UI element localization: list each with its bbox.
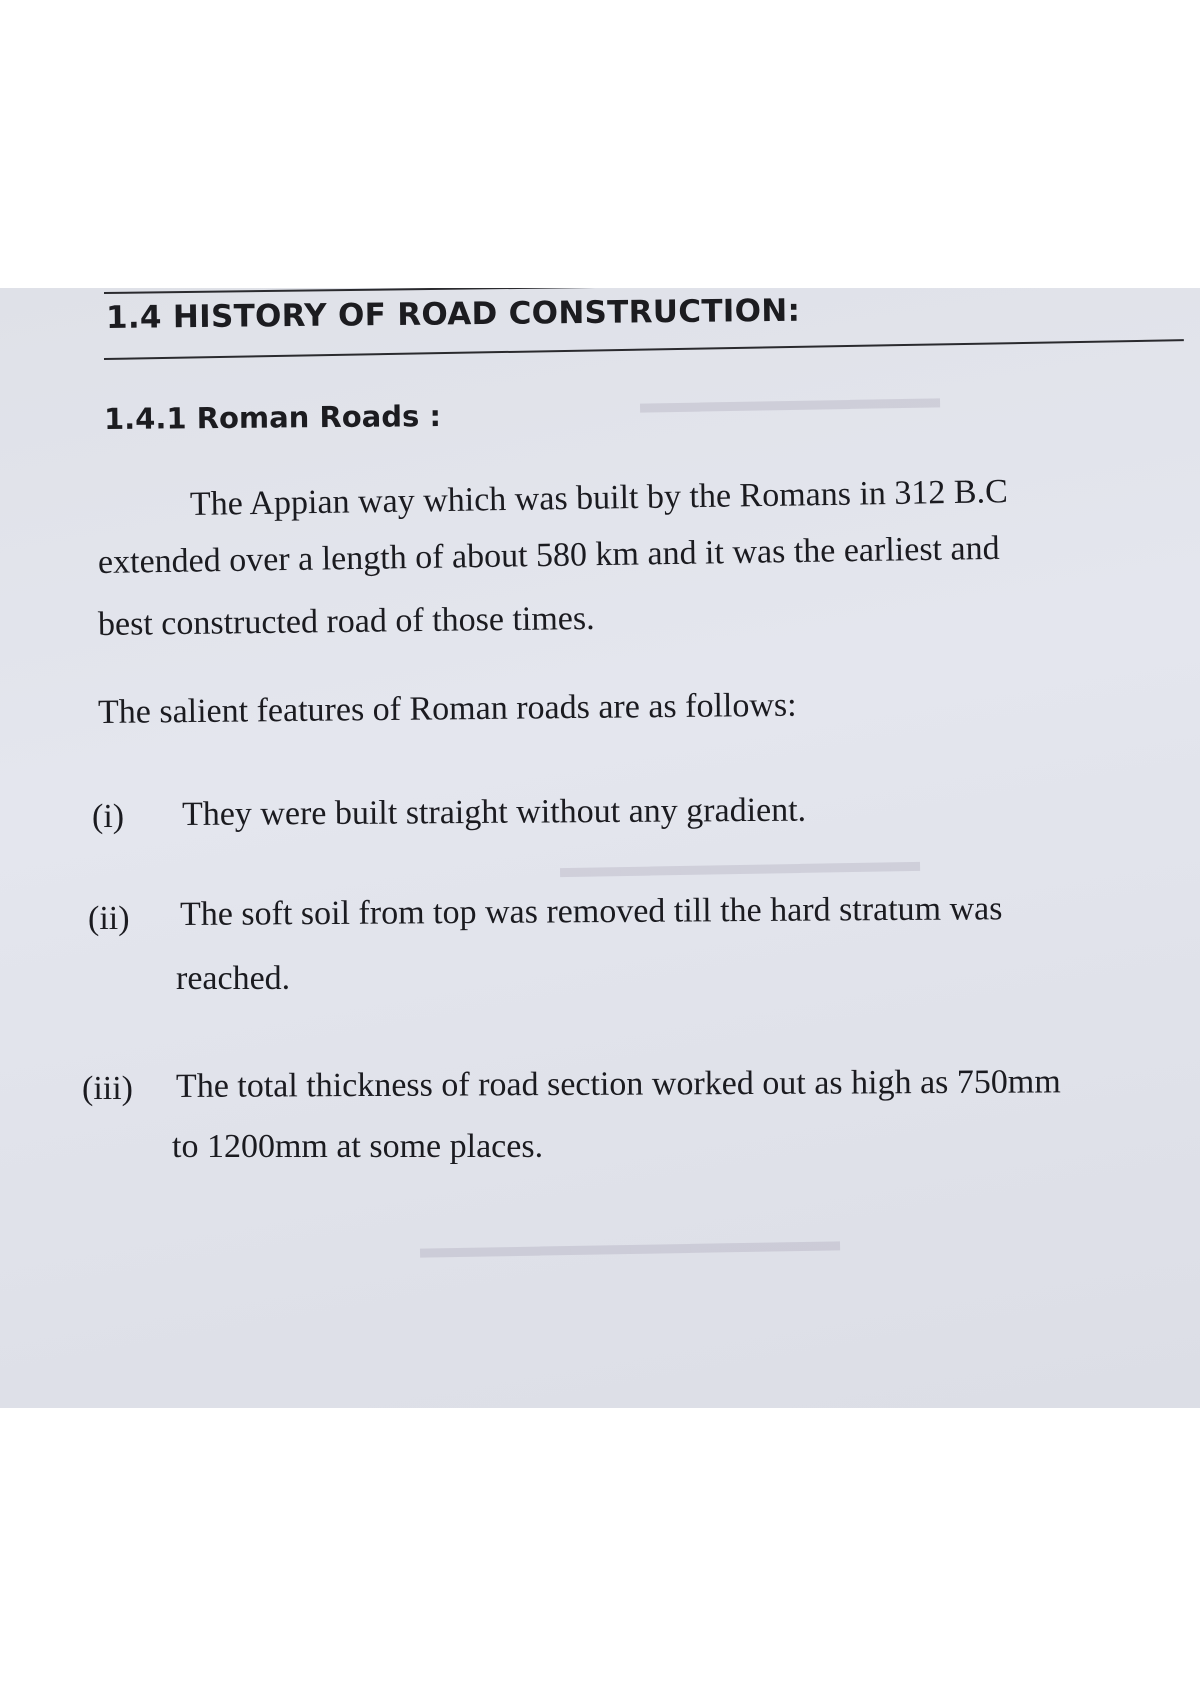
list-marker: (iii) bbox=[82, 1070, 133, 1107]
section-title: 1.4 HISTORY OF ROAD CONSTRUCTION: bbox=[105, 292, 801, 336]
paragraph-line: best constructed road of those times. bbox=[97, 599, 595, 643]
bleed-through-mark: ▬▬▬▬▬▬▬▬▬▬ bbox=[639, 381, 941, 420]
list-item-text: reached. bbox=[176, 960, 291, 997]
features-intro: The salient features of Roman roads are as follows: bbox=[97, 686, 797, 731]
list-item-text: to 1200mm at some places. bbox=[172, 1128, 544, 1165]
subsection-title: 1.4.1 Roman Roads : bbox=[103, 399, 442, 436]
top-rule bbox=[104, 288, 1184, 294]
list-item-text: The total thickness of road section worked out as high as 750mm bbox=[175, 1063, 1061, 1105]
bleed-through-mark: ▬▬▬▬▬▬▬▬▬▬▬▬ bbox=[559, 844, 921, 885]
title-underline bbox=[104, 339, 1184, 360]
bleed-through-mark: ▬▬▬▬▬▬▬▬▬▬▬▬▬▬ bbox=[419, 1224, 841, 1265]
paragraph-line: The Appian way which was built by the Romans in 312 B.C bbox=[189, 473, 1008, 523]
page-photo bbox=[0, 288, 1200, 1408]
paragraph-line: extended over a length of about 580 km and it was the earliest and bbox=[97, 529, 1000, 581]
list-item-text: They were built straight without any gradient. bbox=[181, 791, 807, 833]
list-item-text: The soft soil from top was removed till the hard stratum was bbox=[179, 890, 1003, 933]
list-marker: (i) bbox=[92, 798, 125, 835]
list-marker: (ii) bbox=[88, 900, 130, 937]
